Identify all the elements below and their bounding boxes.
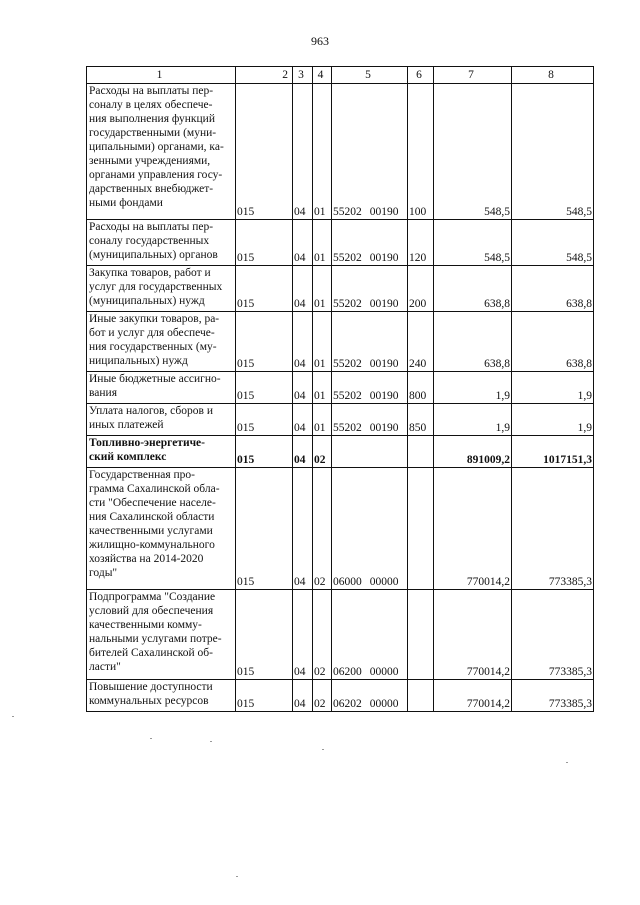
header-col-5: 5: [332, 67, 408, 84]
row-description: Иные бюджетные ассигно- вания: [87, 372, 236, 404]
row-col-7: 638,8: [434, 312, 512, 372]
table-row: [87, 590, 594, 680]
row-col-2: 015: [236, 590, 293, 680]
scan-speck: [566, 762, 568, 763]
row-description: Топливно-энергетиче- ский комплекс: [87, 436, 236, 468]
row-col-6: 240: [408, 312, 434, 372]
table-row: [87, 680, 594, 712]
row-col-4: 02: [313, 680, 332, 712]
row-col-6: [408, 436, 434, 468]
row-description: Уплата налогов, сборов и иных платежей: [87, 404, 236, 436]
row-col-7: 548,5: [434, 220, 512, 266]
table-row: [87, 404, 594, 436]
row-col-6: 120: [408, 220, 434, 266]
header-col-1: 1: [87, 67, 236, 84]
row-col-5: [332, 680, 408, 712]
row-description: Государственная про- грамма Сахалинской обла- сти "Обеспечение населе- ния Сахалинской области качественными услугами жилищно-коммунального хозяйства на 2014-2020 годы": [87, 468, 236, 590]
row-col-5-direction: 00190: [369, 422, 399, 434]
row-description: Расходы на выплаты пер- соналу в целях обеспече- ния выполнения функций государственными (муни- ципальными) органами, ка- зенными учреждениями, органами управления госу- дарственных внебюджет- ными фондами: [87, 84, 236, 220]
row-col-2: 015: [236, 468, 293, 590]
row-col-7: 638,8: [434, 266, 512, 312]
row-col-8: 548,5: [512, 220, 594, 266]
row-col-5-program: 55202: [333, 206, 362, 218]
row-col-4: 01: [313, 404, 332, 436]
row-col-7: 1,9: [434, 404, 512, 436]
row-col-5: [332, 436, 408, 468]
row-col-5-program: 55202: [333, 422, 362, 434]
row-col-6: [408, 590, 434, 680]
row-col-4: 01: [313, 266, 332, 312]
row-col-7: 770014,2: [434, 680, 512, 712]
row-col-5-program: 55202: [333, 390, 362, 402]
table-row: [87, 84, 594, 220]
row-col-6: [408, 680, 434, 712]
row-col-4: 02: [313, 590, 332, 680]
row-col-8: 773385,3: [512, 680, 594, 712]
row-col-2: 015: [236, 312, 293, 372]
row-col-6: 100: [408, 84, 434, 220]
row-col-7: 770014,2: [434, 468, 512, 590]
row-col-6: [408, 468, 434, 590]
row-col-4: 01: [313, 220, 332, 266]
row-col-4: 01: [313, 84, 332, 220]
row-col-7: 891009,2: [434, 436, 512, 468]
row-col-5: [332, 404, 408, 436]
row-col-8: 773385,3: [512, 590, 594, 680]
header-col-4: 4: [313, 67, 332, 84]
row-col-7: 1,9: [434, 372, 512, 404]
row-col-5: [332, 84, 408, 220]
row-col-2: 015: [236, 266, 293, 312]
header-col-8: 8: [512, 67, 594, 84]
row-col-4: 02: [313, 436, 332, 468]
row-col-5-program: 06202: [333, 698, 362, 710]
row-col-3: 04: [293, 220, 313, 266]
row-col-8: 638,8: [512, 266, 594, 312]
table-header-row: [87, 67, 594, 84]
row-description: Иные закупки товаров, ра- бот и услуг для обеспече- ния государственных (му- ниципальных) нужд: [87, 312, 236, 372]
row-col-4: 01: [313, 372, 332, 404]
row-col-3: 04: [293, 312, 313, 372]
row-col-5-program: 55202: [333, 358, 362, 370]
row-col-4: 02: [313, 468, 332, 590]
row-col-2: 015: [236, 404, 293, 436]
row-col-8: 1,9: [512, 404, 594, 436]
row-col-5-program: 55202: [333, 252, 362, 264]
row-col-5: [332, 468, 408, 590]
row-col-5-program: 06000: [333, 576, 362, 588]
row-col-8: 773385,3: [512, 468, 594, 590]
row-col-5-direction: 00000: [369, 576, 399, 588]
row-col-7: 770014,2: [434, 590, 512, 680]
row-col-2: 015: [236, 372, 293, 404]
row-description: Расходы на выплаты пер- соналу государственных (муниципальных) органов: [87, 220, 236, 266]
row-col-6: 800: [408, 372, 434, 404]
scan-speck: [150, 738, 152, 739]
row-col-5: [332, 266, 408, 312]
row-description: Повышение доступности коммунальных ресурсов: [87, 680, 236, 712]
row-col-3: 04: [293, 372, 313, 404]
row-col-5: [332, 372, 408, 404]
budget-table: [86, 66, 594, 712]
row-col-5-program: 06200: [333, 666, 362, 678]
row-col-5: [332, 312, 408, 372]
row-col-5-program: 55202: [333, 298, 362, 310]
page-number: 963: [311, 34, 329, 48]
row-col-5-direction: 00000: [369, 666, 399, 678]
row-col-8: 638,8: [512, 312, 594, 372]
row-col-5-direction: 00190: [369, 206, 399, 218]
row-col-5: [332, 220, 408, 266]
row-col-2: 015: [236, 436, 293, 468]
row-col-5-direction: 00190: [369, 358, 399, 370]
row-col-5-direction: 00000: [369, 698, 399, 710]
header-col-2: 2: [236, 67, 293, 84]
table-row: [87, 436, 594, 468]
row-description: Закупка товаров, работ и услуг для государственных (муниципальных) нужд: [87, 266, 236, 312]
table-row: [87, 312, 594, 372]
row-col-3: 04: [293, 590, 313, 680]
table-row: [87, 372, 594, 404]
table-row: [87, 220, 594, 266]
row-col-2: 015: [236, 84, 293, 220]
row-col-8: 1017151,3: [512, 436, 594, 468]
row-col-3: 04: [293, 468, 313, 590]
row-col-2: 015: [236, 680, 293, 712]
scan-speck: [210, 741, 212, 742]
row-col-5-direction: 00190: [369, 252, 399, 264]
header-col-7: 7: [434, 67, 512, 84]
row-col-5-direction: 00190: [369, 390, 399, 402]
scan-speck: [236, 876, 238, 877]
row-col-6: 200: [408, 266, 434, 312]
row-col-3: 04: [293, 680, 313, 712]
table-row: [87, 468, 594, 590]
row-col-3: 04: [293, 404, 313, 436]
scan-speck: [12, 716, 14, 717]
row-col-3: 04: [293, 436, 313, 468]
row-col-6: 850: [408, 404, 434, 436]
row-col-2: 015: [236, 220, 293, 266]
table-row: [87, 266, 594, 312]
row-col-3: 04: [293, 266, 313, 312]
scan-speck: [322, 749, 324, 750]
row-col-7: 548,5: [434, 84, 512, 220]
row-col-4: 01: [313, 312, 332, 372]
row-col-3: 04: [293, 84, 313, 220]
header-col-6: 6: [408, 67, 434, 84]
row-description: Подпрограмма "Создание условий для обеспечения качественными комму- нальными услугами потре- бителей Сахалинской об- ласти": [87, 590, 236, 680]
row-col-8: 548,5: [512, 84, 594, 220]
row-col-8: 1,9: [512, 372, 594, 404]
row-col-5: [332, 590, 408, 680]
header-col-3: 3: [293, 67, 313, 84]
row-col-5-direction: 00190: [369, 298, 399, 310]
